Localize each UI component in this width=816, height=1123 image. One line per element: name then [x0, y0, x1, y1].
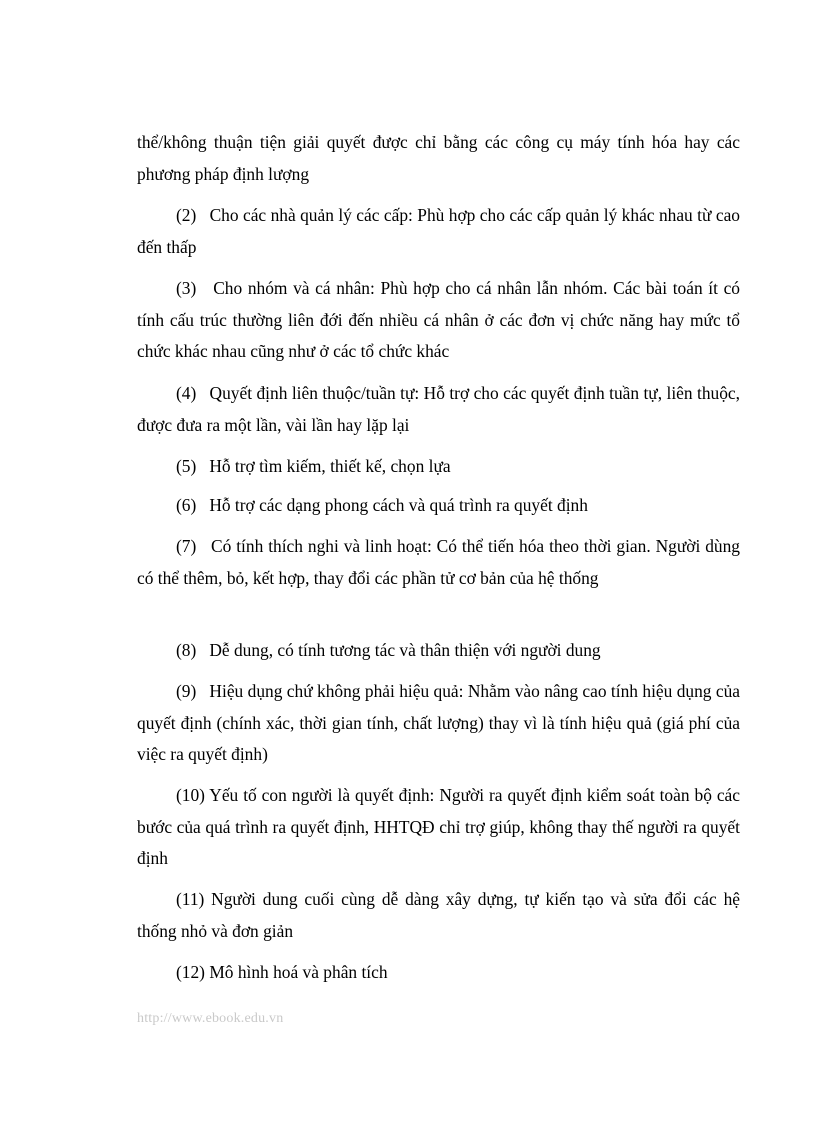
- list-item-5: (5) Hỗ trợ tìm kiếm, thiết kế, chọn lựa: [176, 456, 451, 476]
- watermark-url: http://www.ebook.edu.vn: [137, 1011, 284, 1026]
- list-item-2: (2) Cho các nhà quản lý các cấp: Phù hợp cho các cấp quản lý khác nhau từ cao đến thấp: [137, 205, 740, 257]
- list-item-8: (8) Dễ dung, có tính tương tác và thân thiện với người dung: [176, 640, 601, 660]
- list-item-11: (11) Người dung cuối cùng dễ dàng xây dựng, tự kiến tạo và sửa đổi các hệ thống nhỏ và đơn giản: [137, 889, 740, 941]
- list-item-10: (10) Yếu tố con người là quyết định: Người ra quyết định kiểm soát toàn bộ các bước của quá trình ra quyết định, HHTQĐ chỉ trợ giúp, không thay thế người ra quyết định: [137, 785, 740, 868]
- list-item-7: (7) Có tính thích nghi và linh hoạt: Có thể tiến hóa theo thời gian. Người dùng có thể thêm, bỏ, kết hợp, thay đổi các phần tử cơ bản của hệ thống: [137, 536, 740, 588]
- list-item-6: (6) Hỗ trợ các dạng phong cách và quá trình ra quyết định: [176, 495, 588, 515]
- list-item-9: (9) Hiệu dụng chứ không phải hiệu quả: Nhằm vào nâng cao tính hiệu dụng của quyết định (chính xác, thời gian tính, chất lượng) thay vì là tính hiệu quả (giá phí của việc ra quyết định): [137, 681, 740, 764]
- document-page: [137, 0, 740, 1123]
- paragraph-continuation: thể/không thuận tiện giải quyết được chỉ bằng các công cụ máy tính hóa hay các phương pháp định lượng: [137, 132, 740, 184]
- list-item-3: (3) Cho nhóm và cá nhân: Phù hợp cho cá nhân lẫn nhóm. Các bài toán ít có tính cấu trúc thường liên đới đến nhiều cá nhân ở các đơn vị chức năng hay mức tổ chức khác nhau cũng như ở các tổ chức khác: [137, 278, 740, 361]
- list-item-12: (12) Mô hình hoá và phân tích: [176, 962, 388, 982]
- list-item-4: (4) Quyết định liên thuộc/tuần tự: Hỗ trợ cho các quyết định tuần tự, liên thuộc, được đưa ra một lần, vài lần hay lặp lại: [137, 383, 740, 435]
